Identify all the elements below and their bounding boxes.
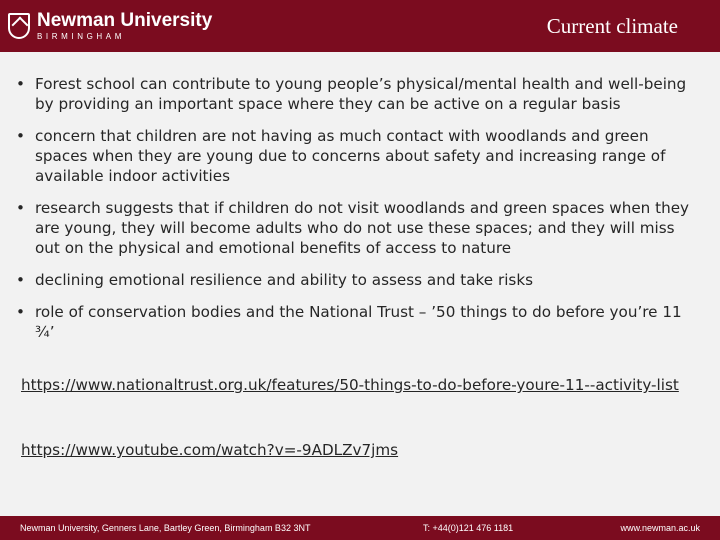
- footer-bar: [0, 516, 720, 540]
- footer-website[interactable]: www.newman.ac.uk: [620, 523, 700, 533]
- bullet-dot: •: [16, 271, 25, 289]
- footer-address: Newman University, Genners Lane, Bartley Green, Birmingham B32 3NT: [20, 523, 311, 533]
- university-logo[interactable]: [8, 9, 212, 43]
- bullet-text: concern that children are not having as much contact with woodlands and green spaces when they are young due to concerns about safety and increasing range of available indoor activities: [35, 127, 666, 185]
- bullet-list: [16, 74, 696, 354]
- bullet-dot: •: [16, 127, 25, 145]
- national-trust-link[interactable]: https://www.nationaltrust.org.uk/features/50-things-to-do-before-youre-11--activity-list: [21, 376, 679, 394]
- youtube-link[interactable]: https://www.youtube.com/watch?v=-9ADLZv7jms: [21, 441, 399, 459]
- bullet-text: declining emotional resilience and ability to assess and take risks: [35, 271, 534, 289]
- bullet-text: research suggests that if children do not visit woodlands and green spaces when they are young, they will become adults who do not use these spaces; and they will miss out on the physical and emotional benefits of access to nature: [35, 199, 690, 257]
- bullet-item: [16, 270, 696, 290]
- bullet-text: role of conservation bodies and the National Trust – ’50 things to do before you’re 11 ¾’: [35, 303, 682, 341]
- slide-title: Current climate: [546, 14, 678, 38]
- bullet-item: [16, 74, 696, 114]
- bullet-text: Forest school can contribute to young people’s physical/mental health and well-being by providing an important space where they can be active on a regular basis: [35, 75, 687, 113]
- footer-phone: T: +44(0)121 476 1181: [423, 523, 514, 533]
- bullet-dot: •: [16, 199, 25, 217]
- bullet-dot: •: [16, 75, 25, 93]
- logo-name: Newman University: [37, 10, 213, 31]
- bullet-item: [16, 126, 696, 186]
- logo-city: BIRMINGHAM: [37, 32, 125, 41]
- university-crest-icon: [8, 13, 30, 39]
- bullet-item: [16, 198, 696, 258]
- bullet-item: [16, 302, 696, 342]
- logo-text: [37, 11, 212, 41]
- header-bar: [0, 0, 720, 52]
- bullet-dot: •: [16, 303, 25, 321]
